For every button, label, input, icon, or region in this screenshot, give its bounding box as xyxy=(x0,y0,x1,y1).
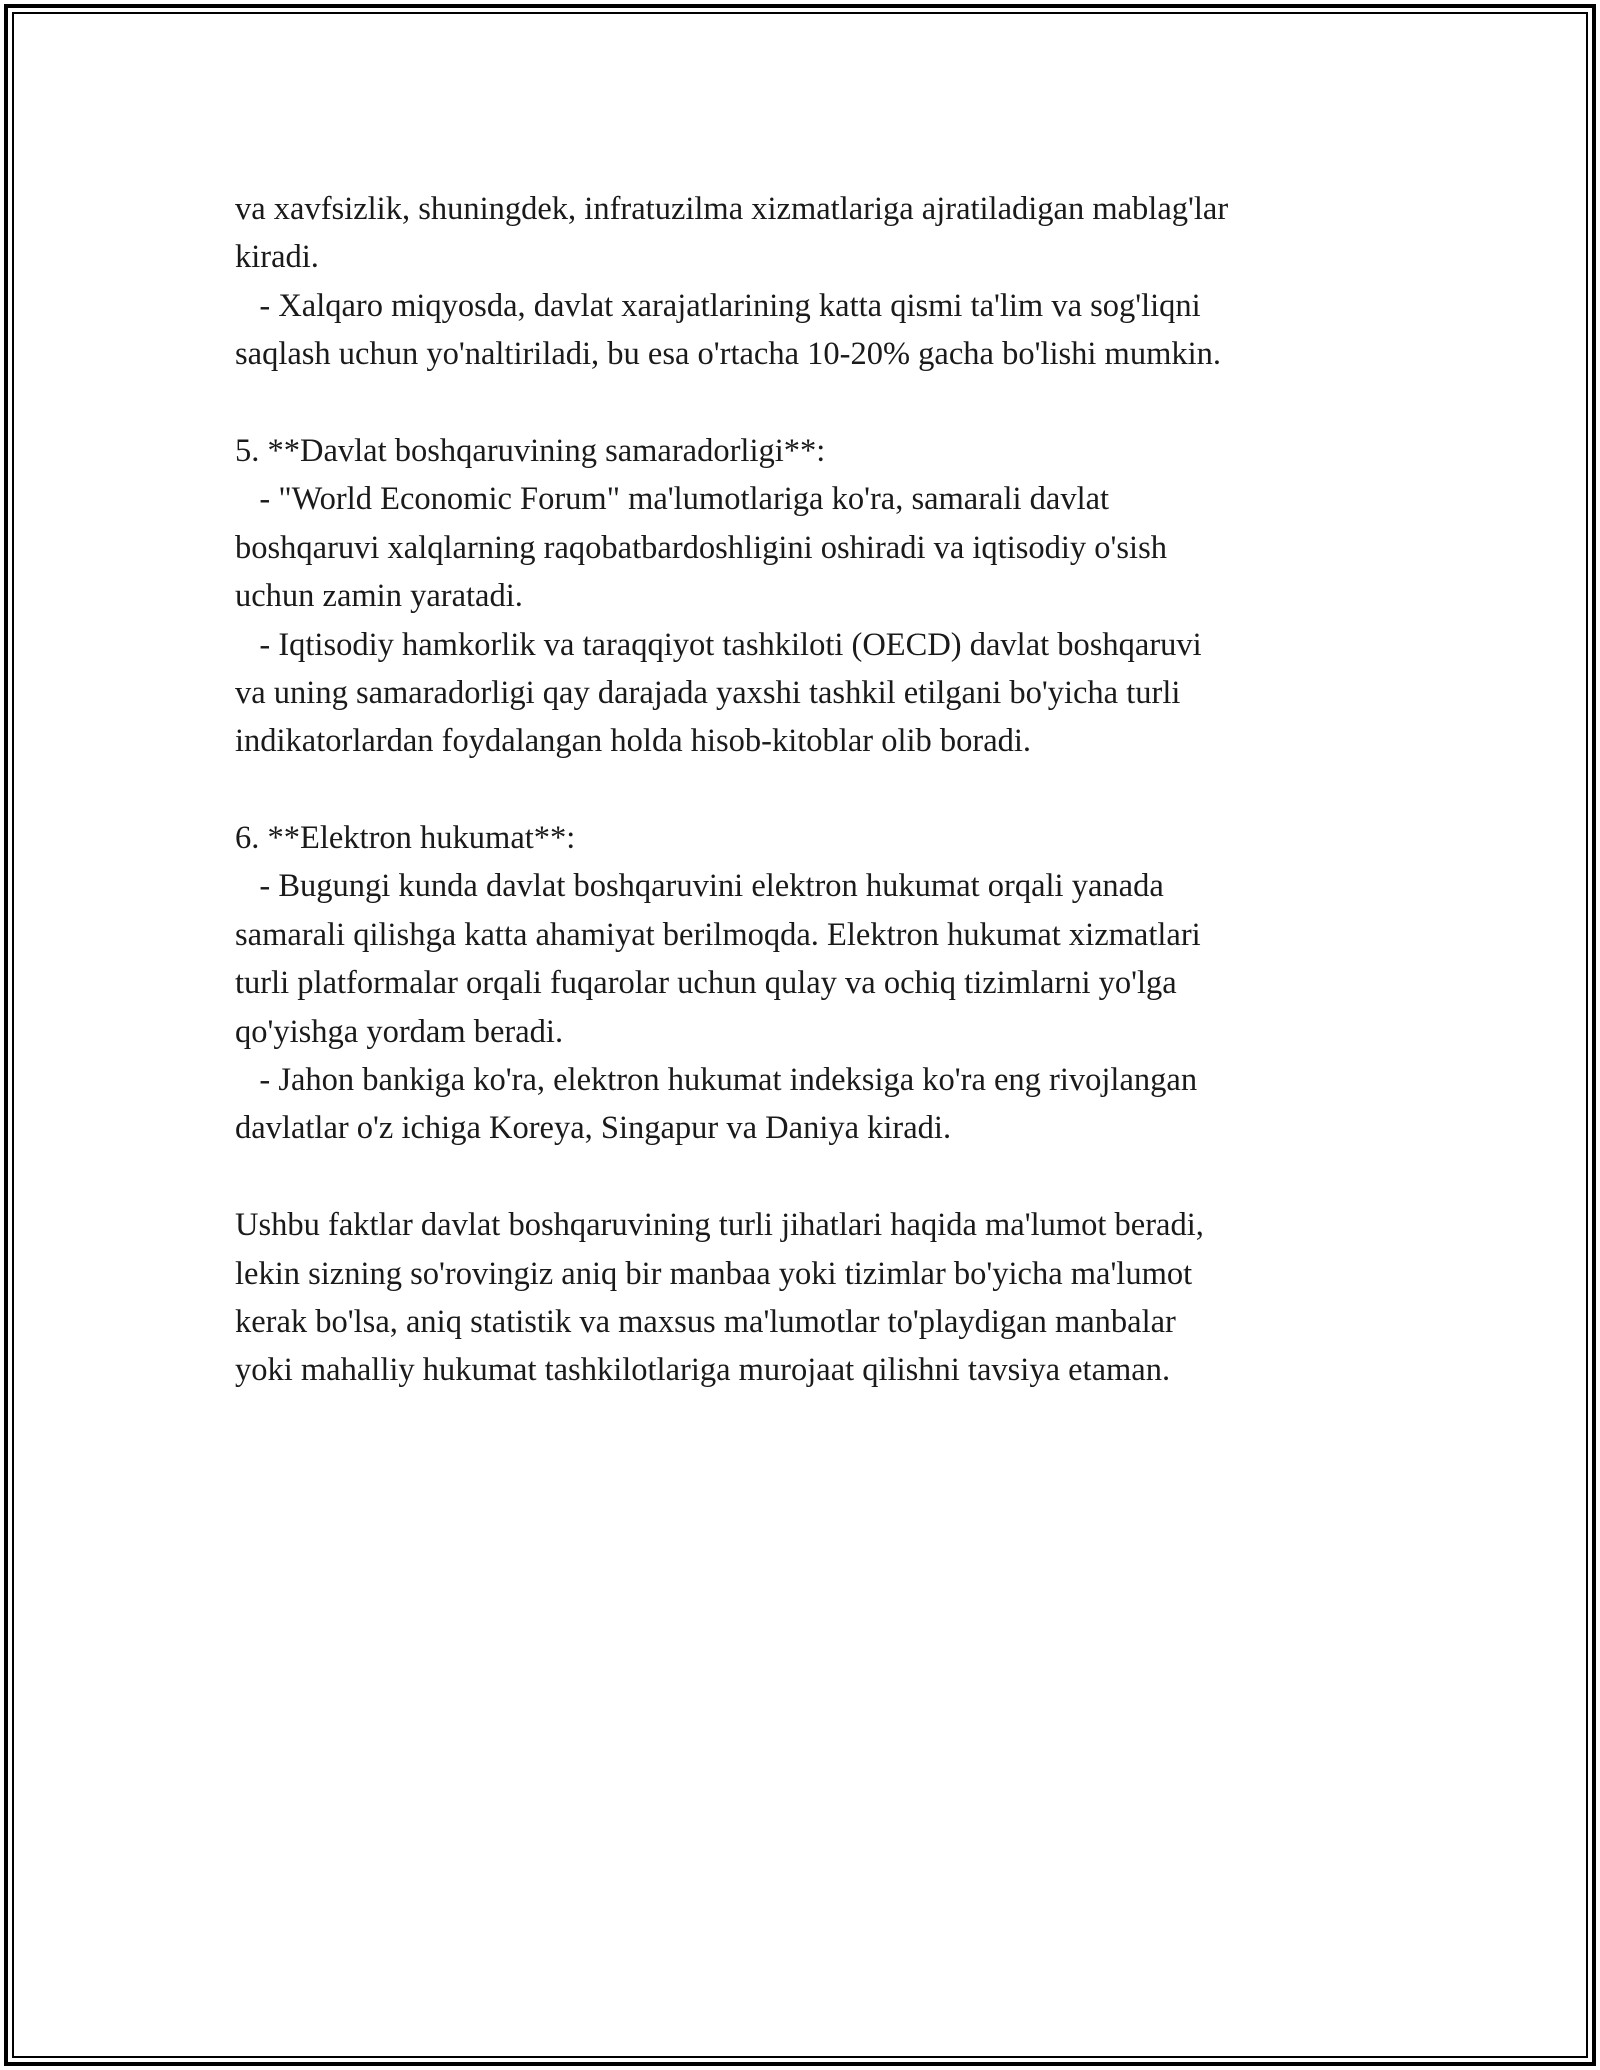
text-line: davlatlar o'z ichiga Koreya, Singapur va Daniya kiradi. xyxy=(235,1110,952,1147)
blank-line xyxy=(235,1153,1405,1201)
text-line: boshqaruvi xalqlarning raqobatbardoshligini oshiradi va iqtisodiy o'sish xyxy=(235,529,1167,566)
text-line: - Bugungi kunda davlat boshqaruvini elektron hukumat orqali yanada xyxy=(235,868,1164,905)
text-line: - Iqtisodiy hamkorlik va taraqqiyot tashkiloti (OECD) davlat boshqaruvi xyxy=(235,626,1202,663)
document-body xyxy=(235,185,1405,1395)
text-line: kerak bo'lsa, aniq statistik va maxsus ma'lumotlar to'playdigan manbalar xyxy=(235,1303,1176,1340)
text-line: va xavfsizlik, shuningdek, infratuzilma xizmatlariga ajratiladigan mablag'lar xyxy=(235,191,1229,227)
text-line: uchun zamin yaratadi. xyxy=(235,578,523,615)
text-line: indikatorlardan foydalangan holda hisob-kitoblar olib boradi. xyxy=(235,723,1032,760)
text-line: samarali qilishga katta ahamiyat berilmoqda. Elektron hukumat xizmatlari xyxy=(235,916,1201,953)
text-line: turli platformalar orqali fuqarolar uchun qulay va ochiq tizimlarni yo'lga xyxy=(235,965,1177,1002)
text-line: - Jahon bankiga ko'ra, elektron hukumat indeksiga ko'ra eng rivojlangan xyxy=(235,1062,1198,1099)
section-heading: 5. **Davlat boshqaruvining samaradorligi**: xyxy=(235,432,826,469)
blank-line xyxy=(235,766,1405,814)
text-line: Ushbu faktlar davlat boshqaruvining turli jihatlari haqida ma'lumot beradi, xyxy=(235,1207,1204,1244)
text-line: - "World Economic Forum" ma'lumotlariga ko'ra, samarali davlat xyxy=(235,481,1110,518)
text-line: yoki mahalliy hukumat tashkilotlariga murojaat qilishni tavsiya etaman. xyxy=(235,1352,1171,1389)
section-heading: 6. **Elektron hukumat**: xyxy=(235,820,576,857)
text-line: kiradi. xyxy=(235,239,319,276)
text-line: qo'yishga yordam beradi. xyxy=(235,1013,564,1050)
text-line: va uning samaradorligi qay darajada yaxshi tashkil etilgani bo'yicha turli xyxy=(235,674,1181,711)
blank-line xyxy=(235,379,1405,427)
text-line: - Xalqaro miqyosda, davlat xarajatlarining katta qismi ta'lim va sog'liqni xyxy=(235,287,1201,324)
text-line: saqlash uchun yo'naltiriladi, bu esa o'rtacha 10-20% gacha bo'lishi mumkin. xyxy=(235,336,1222,373)
text-line: lekin sizning so'rovingiz aniq bir manbaa yoki tizimlar bo'yicha ma'lumot xyxy=(235,1255,1193,1292)
